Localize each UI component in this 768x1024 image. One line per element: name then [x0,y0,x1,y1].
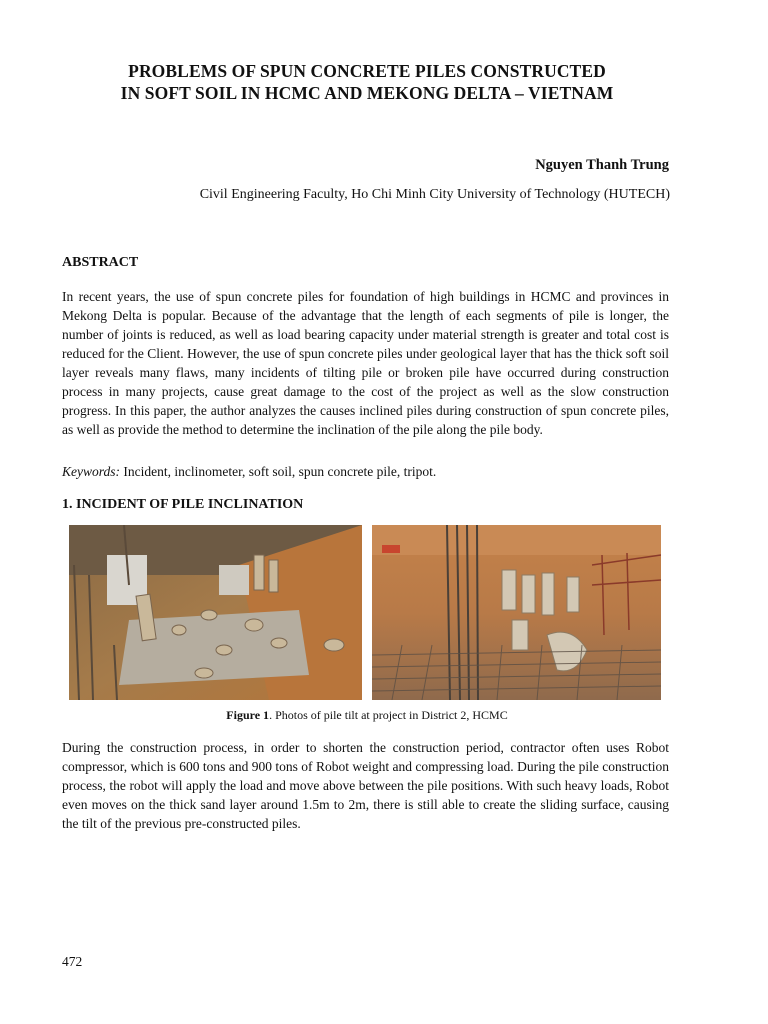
figure-1-label: Figure 1 [226,708,270,722]
author-name: Nguyen Thanh Trung [535,157,669,173]
section-1-heading: 1. INCIDENT OF PILE INCLINATION [62,497,304,512]
figure-1-caption [0,708,734,723]
keywords [62,464,436,480]
keywords-label: Keywords: [62,464,120,479]
figure-1-photo-right [372,525,661,700]
figure-1-photo-left [69,525,362,700]
title-line-1: PROBLEMS OF SPUN CONCRETE PILES CONSTRUCTED [128,61,606,81]
title-line-2: IN SOFT SOIL IN HCMC AND MEKONG DELTA – VIETNAM [120,83,614,103]
abstract-text: In recent years, the use of spun concrete piles for foundation of high buildings in HCMC and provinces in Mekong Delta is popular. Because of the advantage that the length of each segments of pile is longer, the number of joints is reduced, as well as load bearing capacity under material strength is greater and total cost is reduced for the Client. However, the use of spun concrete piles under geological layer that has the thick soft soil layer reveals many flaws, many incidents of tilting pile or broken pile have occurred during construction process in many projects, cause great damage to the cost of the project as well as the slow construction progress. In this paper, the author analyzes the causes inclined piles during construction of spun concrete piles, as well as provide the method to determine the inclination of the pile along the pile body. [62,289,669,437]
figure-1-caption-text: . Photos of pile tilt at project in District 2, HCMC [269,708,508,722]
keywords-text: Incident, inclinometer, soft soil, spun concrete pile, tripot. [120,464,437,479]
section-1-text: During the construction process, in order to shorten the construction period, contractor often uses Robot compressor, which is 600 tons and 900 tons of Robot weight and compressing load. During the pile construction process, the robot will apply the load and move above between the pile positions. With such heavy loads, Robot even moves on the thick sand layer around 1.5m to 2m, there is still able to create the sliding surface, causing the tilt of the previous pre-constructed piles. [62,740,669,831]
paper-title [0,60,734,104]
author-affiliation: Civil Engineering Faculty, Ho Chi Minh City University of Technology (HUTECH) [199,187,670,202]
page-number: 472 [62,954,83,969]
abstract-heading: ABSTRACT [62,255,139,270]
